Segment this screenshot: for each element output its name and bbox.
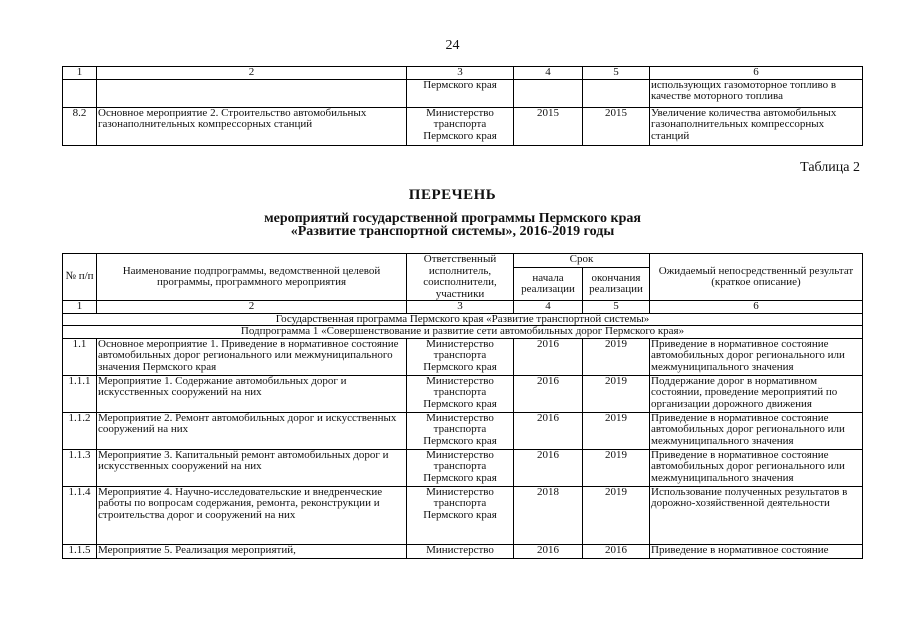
activity-name: Основное мероприятие 1. Приведение в нормативное состояние автомобильных дорог регионального или межмуниципального значения Пермского края <box>97 338 407 375</box>
col-number: 3 <box>407 301 514 314</box>
subprogram-title: Подпрограмма 1 «Совершенствование и развитие сети автомобильных дорог Пермского края» <box>63 326 863 339</box>
row-number: 1.1.5 <box>63 544 97 558</box>
row-number: 1.1.4 <box>63 486 97 544</box>
col-number: 6 <box>650 301 863 314</box>
start-year: 2016 <box>514 544 583 558</box>
header-number: № п/п <box>63 254 97 301</box>
expected-result: использующих газомоторное топливо в качестве моторного топлива <box>650 79 863 107</box>
activity-name: Мероприятие 3. Капитальный ремонт автомобильных дорог и искусственных сооружений на них <box>97 449 407 486</box>
table-row <box>63 486 863 544</box>
program-row <box>63 313 863 326</box>
expected-result: Использование полученных результатов в дорожно-хозяйственной деятельности <box>650 486 863 544</box>
table-row <box>63 375 863 412</box>
executor: Министерство транспорта Пермского края <box>407 486 514 544</box>
program-title: Государственная программа Пермского края «Развитие транспортной системы» <box>63 313 863 326</box>
column-number-row <box>63 301 863 314</box>
table-row <box>63 79 863 107</box>
executor: Пермского края <box>407 79 514 107</box>
row-number: 1.1 <box>63 338 97 375</box>
row-number: 8.2 <box>63 107 97 145</box>
col-number: 3 <box>407 67 514 80</box>
end-year: 2015 <box>583 107 650 145</box>
header-result: Ожидаемый непосредственный результат (краткое описание) <box>650 254 863 301</box>
header-row <box>63 254 863 268</box>
end-year: 2019 <box>583 375 650 412</box>
col-number: 5 <box>583 67 650 80</box>
col-number: 4 <box>514 67 583 80</box>
col-number: 1 <box>63 301 97 314</box>
document-subheading <box>0 212 905 238</box>
header-term: Срок <box>514 254 650 268</box>
activity-name: Мероприятие 2. Ремонт автомобильных дорог и искусственных сооружений на них <box>97 412 407 449</box>
executor: Министерство <box>407 544 514 558</box>
start-year: 2016 <box>514 338 583 375</box>
row-number: 1.1.3 <box>63 449 97 486</box>
header-executor: Ответственный исполнитель, соисполнители, участники <box>407 254 514 301</box>
subprogram-row <box>63 326 863 339</box>
executor: Министерство транспорта Пермского края <box>407 412 514 449</box>
activity-name: Мероприятие 1. Содержание автомобильных дорог и искусственных сооружений на них <box>97 375 407 412</box>
table-row <box>63 412 863 449</box>
activity-name: Основное мероприятие 2. Строительство автомобильных газонаполнительных компрессорных станций <box>97 107 407 145</box>
continued-table <box>62 66 863 146</box>
executor: Министерство транспорта Пермского края <box>407 338 514 375</box>
expected-result: Поддержание дорог в нормативном состоянии, проведение мероприятий по организации дорожного движения <box>650 375 863 412</box>
expected-result: Увеличение количества автомобильных газонаполнительных компрессорных станций <box>650 107 863 145</box>
expected-result: Приведение в нормативное состояние автомобильных дорог регионального или межмуниципального значения <box>650 338 863 375</box>
end-year: 2019 <box>583 412 650 449</box>
start-year: 2016 <box>514 375 583 412</box>
table-row <box>63 107 863 145</box>
table-row <box>63 449 863 486</box>
row-number: 1.1.1 <box>63 375 97 412</box>
header-name: Наименование подпрограммы, ведомственной целевой программы, программного мероприятия <box>97 254 407 301</box>
subheading-line-1: мероприятий государственной программы Пермского края <box>264 211 641 226</box>
start-year: 2018 <box>514 486 583 544</box>
row-number <box>63 79 97 107</box>
executor: Министерство транспорта Пермского края <box>407 449 514 486</box>
header-end: окончания реализации <box>583 268 650 301</box>
table-label: Таблица 2 <box>800 160 860 175</box>
start-year: 2015 <box>514 107 583 145</box>
end-year: 2016 <box>583 544 650 558</box>
activity-name: Мероприятие 4. Научно-исследовательские и внедренческие работы по вопросам содержания, ремонта, реконструкции и строительства дорог и сооружений на них <box>97 486 407 544</box>
col-number: 2 <box>97 67 407 80</box>
row-number: 1.1.2 <box>63 412 97 449</box>
activity-name: Мероприятие 5. Реализация мероприятий, <box>97 544 407 558</box>
expected-result: Приведение в нормативное состояние автомобильных дорог регионального или межмуниципального значения <box>650 412 863 449</box>
activity-name <box>97 79 407 107</box>
col-number: 6 <box>650 67 863 80</box>
column-number-row <box>63 67 863 80</box>
expected-result: Приведение в нормативное состояние <box>650 544 863 558</box>
col-number: 1 <box>63 67 97 80</box>
col-number: 5 <box>583 301 650 314</box>
end-year: 2019 <box>583 338 650 375</box>
page-number: 24 <box>445 38 460 53</box>
document-heading: ПЕРЕЧЕНЬ <box>408 187 497 203</box>
end-year: 2019 <box>583 449 650 486</box>
activities-table <box>62 253 863 559</box>
table-row <box>63 338 863 375</box>
end-year: 2019 <box>583 486 650 544</box>
executor: Министерство транспорта Пермского края <box>407 107 514 145</box>
executor: Министерство транспорта Пермского края <box>407 375 514 412</box>
expected-result: Приведение в нормативное состояние автомобильных дорог регионального или межмуниципального значения <box>650 449 863 486</box>
start-year: 2016 <box>514 412 583 449</box>
start-year: 2016 <box>514 449 583 486</box>
subheading-line-2: «Развитие транспортной системы», 2016-2019 годы <box>290 224 615 239</box>
col-number: 2 <box>97 301 407 314</box>
col-number: 4 <box>514 301 583 314</box>
start-year <box>514 79 583 107</box>
end-year <box>583 79 650 107</box>
header-start: начала реализации <box>514 268 583 301</box>
table-row <box>63 544 863 558</box>
